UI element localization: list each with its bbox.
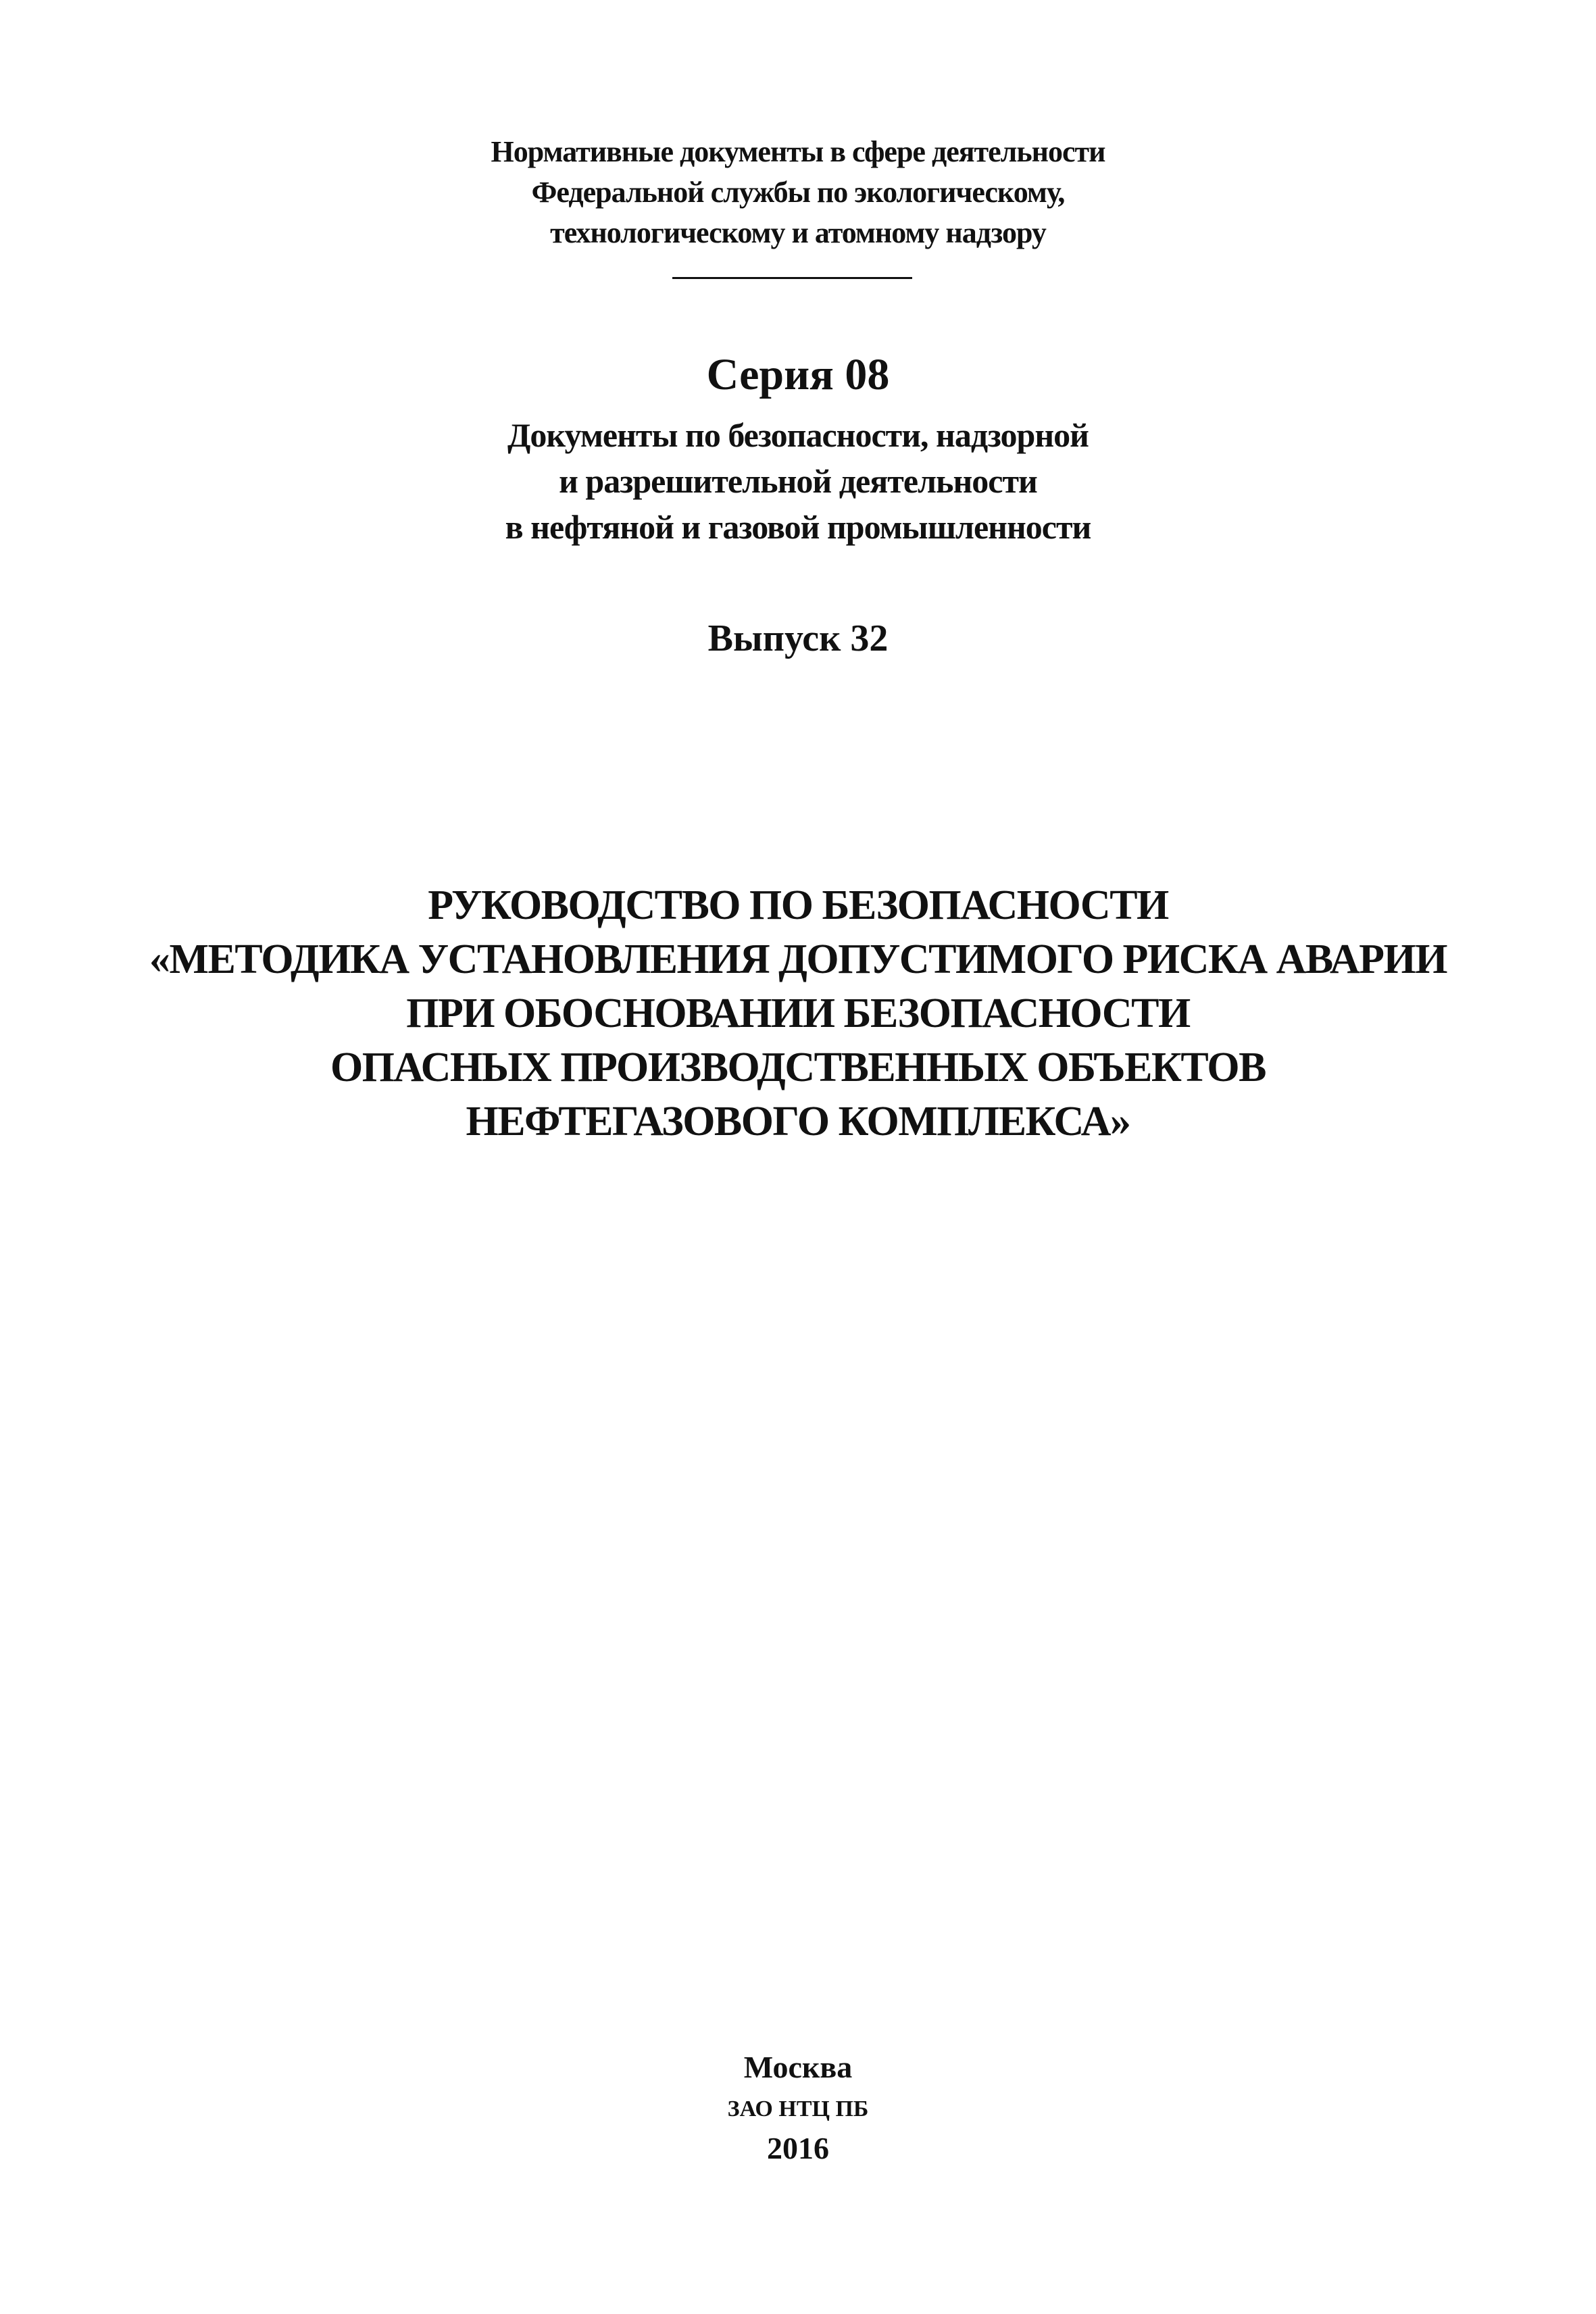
series-title [0, 348, 1596, 402]
document-title-line: НЕФТЕГАЗОВОГО КОМПЛЕКСА» [466, 1099, 1130, 1145]
series-description-line: и разрешительной деятельности [559, 462, 1037, 500]
imprint-year-text: 2016 [767, 2131, 829, 2165]
document-title-line: РУКОВОДСТВО ПО БЕЗОПАСНОСТИ [428, 882, 1168, 928]
imprint-publisher [0, 2093, 1596, 2126]
issuer-header-line: Федеральной службы по экологическому, [531, 176, 1065, 209]
issuer-header-line: технологическому и атомному надзору [550, 216, 1046, 249]
document-title [0, 878, 1596, 1149]
document-title-line: ОПАСНЫХ ПРОИЗВОДСТВЕННЫХ ОБЪЕКТОВ [330, 1045, 1266, 1090]
series-description-line: Документы по безопасности, надзорной [507, 416, 1089, 454]
issue-number-text: Выпуск 32 [707, 618, 889, 659]
imprint-publisher-text: ЗАО НТЦ ПБ [727, 2096, 869, 2121]
series-title-text: Серия 08 [706, 350, 890, 399]
header-divider [672, 277, 912, 279]
issue-number [0, 615, 1596, 662]
imprint-city-text: Москва [743, 2050, 853, 2084]
document-title-line: «МЕТОДИКА УСТАНОВЛЕНИЯ ДОПУСТИМОГО РИСКА АВАРИИ [149, 936, 1447, 982]
series-description [0, 412, 1596, 550]
document-title-line: ПРИ ОБОСНОВАНИИ БЕЗОПАСНОСТИ [406, 990, 1190, 1036]
imprint-year [0, 2128, 1596, 2169]
issuer-header-line: Нормативные документы в сфере деятельности [491, 135, 1105, 168]
issuer-header [0, 132, 1596, 253]
series-description-line: в нефтяной и газовой промышленности [505, 508, 1091, 546]
imprint-city [0, 2047, 1596, 2088]
